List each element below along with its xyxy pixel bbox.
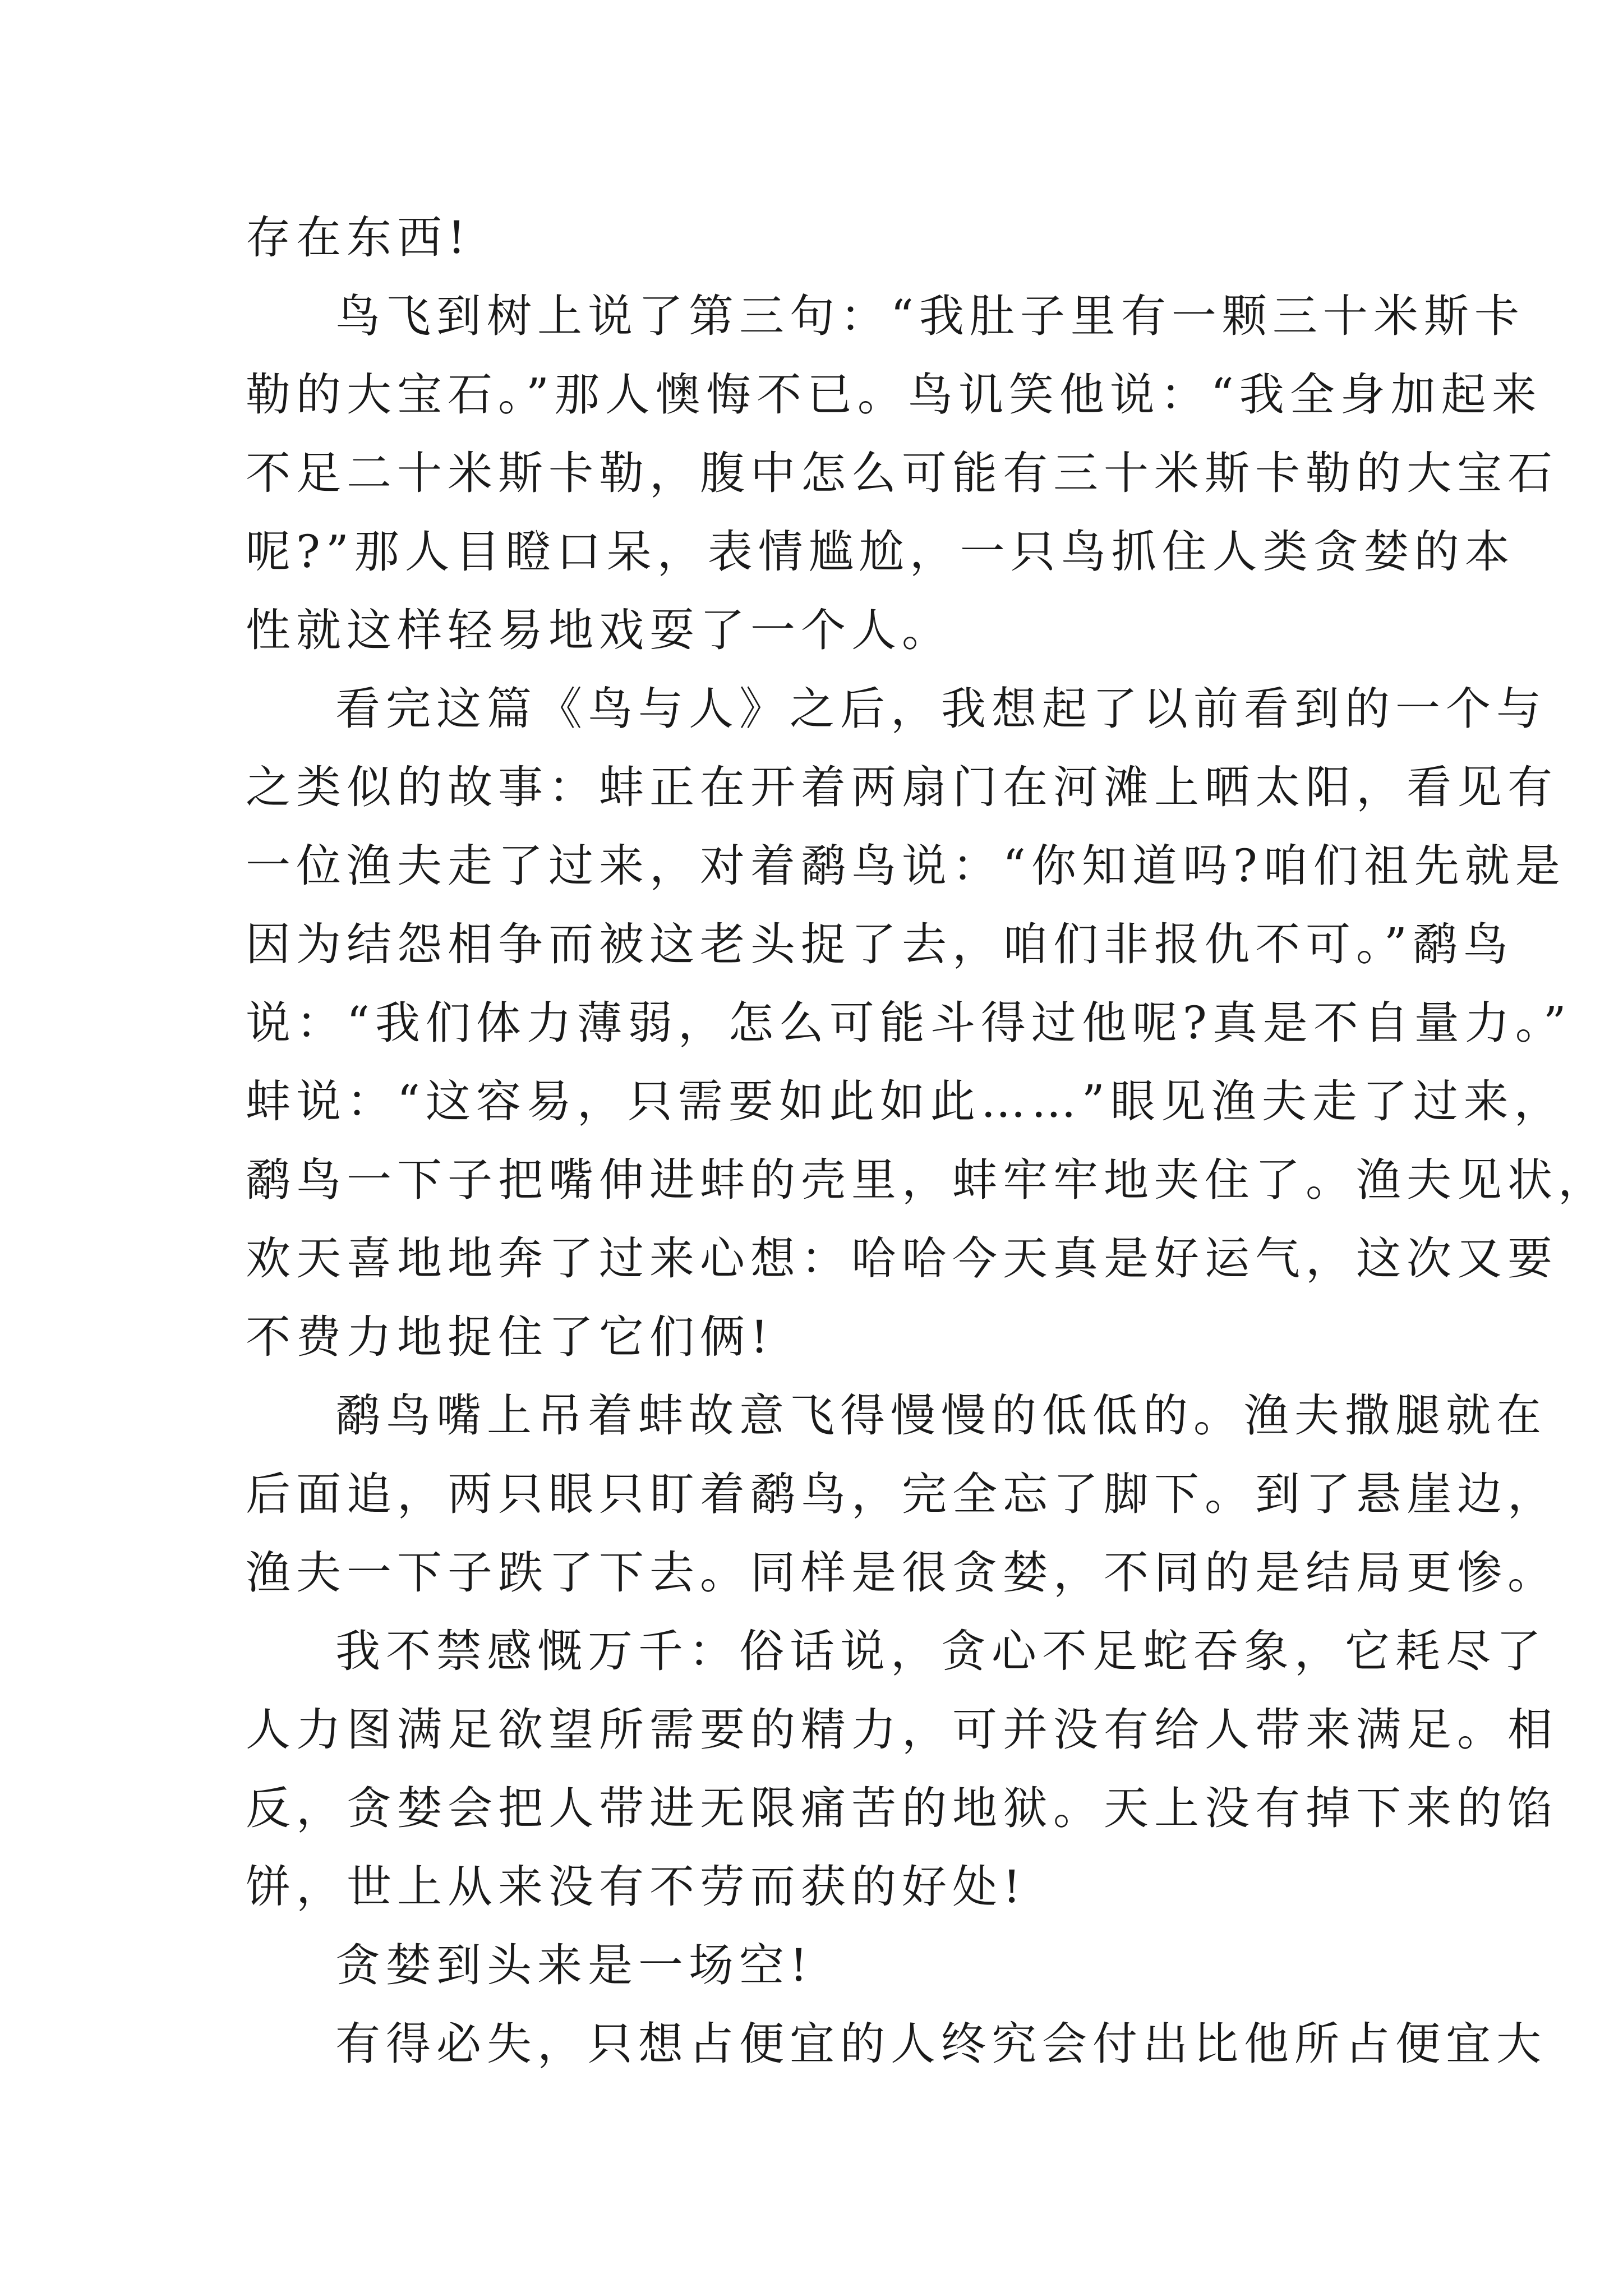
text-line: 性就这样轻易地戏耍了一个人。 (246, 604, 952, 656)
text-line: 蚌说：“这容易，只需要如此如此……”眼见渔夫走了过来， (246, 1075, 1565, 1128)
text-line: 欢天喜地地奔了过来心想：哈哈今天真是好运气，这次又要 (246, 1232, 1558, 1285)
text-line: 人力图满足欲望所需要的精力，可并没有给人带来满足。相 (246, 1704, 1558, 1756)
text-line: 后面追，两只眼只盯着鹬鸟，完全忘了脚下。到了悬崖边， (246, 1468, 1558, 1520)
text-line: 呢?”那人目瞪口呆，表情尴尬，一只鸟抓住人类贪婪的本 (246, 526, 1515, 578)
text-line: 不足二十米斯卡勒，腹中怎么可能有三十米斯卡勒的大宝石 (246, 447, 1558, 499)
paragraph-first-line: 有得必失，只想占便宜的人终究会付出比他所占便宜大 (335, 2018, 1547, 2070)
paragraph-first-line: 我不禁感慨万千：俗话说，贪心不足蛇吞象，它耗尽了 (335, 1625, 1547, 1677)
text-line: 因为结怨相争而被这老头捉了去，咱们非报仇不可。”鹬鸟 (246, 918, 1514, 970)
text-line: 一位渔夫走了过来，对着鹬鸟说：“你知道吗?咱们祖先就是 (246, 840, 1566, 892)
text-line: 渔夫一下子跌了下去。同样是很贪婪，不同的是结局更惨。 (246, 1547, 1558, 1599)
paragraph-first-line: 看完这篇《鸟与人》之后，我想起了以前看到的一个与 (335, 683, 1547, 735)
text-line: 不费力地捉住了它们俩! (246, 1311, 774, 1363)
text-line: 饼，世上从来没有不劳而获的好处! (246, 1861, 1027, 1913)
text-line: 反，贪婪会把人带进无限痛苦的地狱。天上没有掉下来的馅 (246, 1782, 1558, 1834)
text-line: 之类似的故事：蚌正在开着两扇门在河滩上晒太阳，看见有 (246, 761, 1558, 813)
paragraph-first-line: 鸟飞到树上说了第三句：“我肚子里有一颗三十米斯卡 (335, 290, 1525, 342)
text-line: 鹬鸟一下子把嘴伸进蚌的壳里，蚌牢牢地夹住了。渔夫见状， (246, 1154, 1608, 1206)
paragraph-first-line: 贪婪到头来是一场空! (335, 1939, 814, 1991)
text-line: 存在东西! (246, 211, 472, 264)
text-line: 勒的大宝石。”那人懊悔不已。鸟讥笑他说：“我全身加起来 (246, 369, 1542, 421)
text-line: 说：“我们体力薄弱，怎么可能斗得过他呢?真是不自量力。” (246, 997, 1572, 1049)
paragraph-first-line: 鹬鸟嘴上吊着蚌故意飞得慢慢的低低的。渔夫撒腿就在 (335, 1389, 1547, 1442)
